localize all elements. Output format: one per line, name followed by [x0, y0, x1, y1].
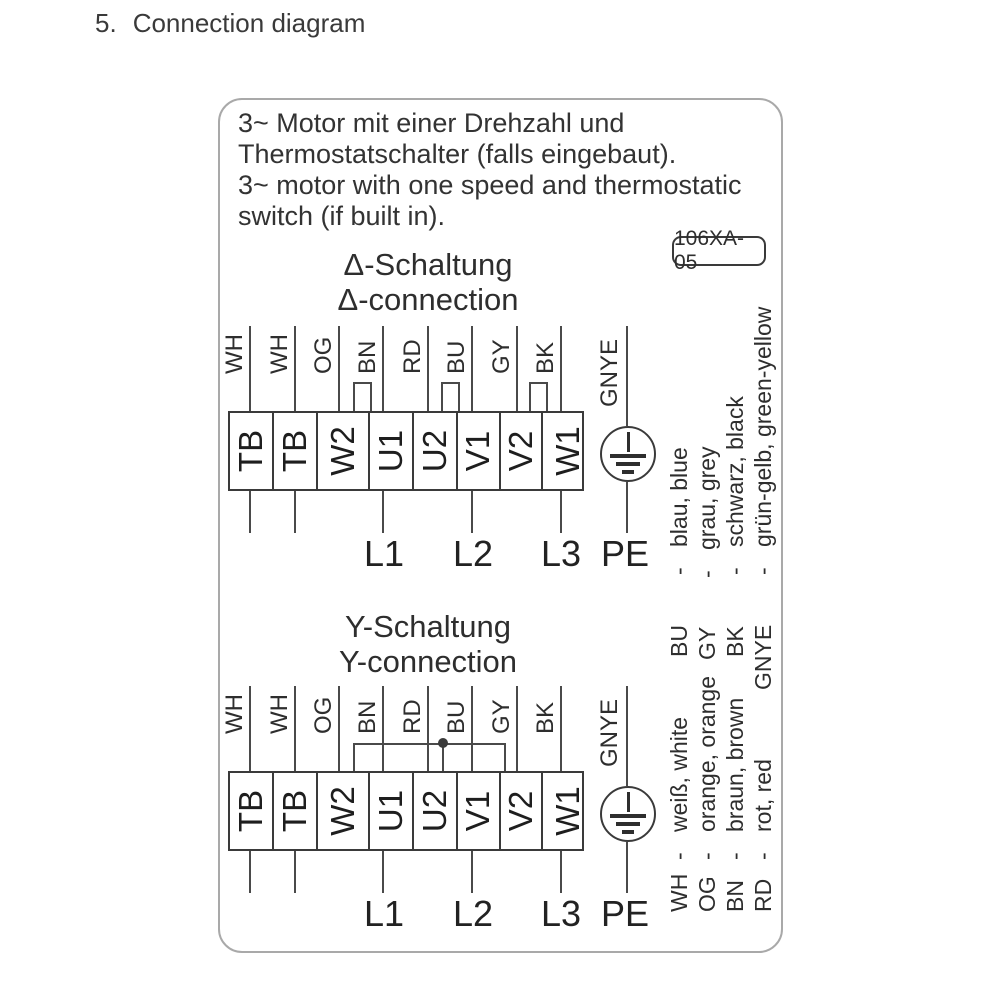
ground-wire-label: GNYE	[596, 338, 623, 407]
terminal-v1: V1	[458, 773, 500, 849]
legend-entry-bu: BU-blau, blue	[666, 447, 692, 657]
terminal-u2: U2	[414, 773, 458, 849]
wire-down-l2	[471, 491, 473, 533]
wire-pe	[626, 842, 628, 893]
legend-entry-gnye: GNYE-grün-gelb, green-yellow	[750, 306, 776, 690]
wire-label: WH	[221, 334, 248, 374]
bridge-jumper-w2-u1	[353, 382, 372, 411]
wire-down-l1	[382, 851, 384, 893]
wire-label: BN	[354, 700, 381, 734]
phase-label-l1: L1	[363, 893, 405, 934]
star-connection-diagram	[0, 686, 1000, 936]
phase-label-l2: L2	[452, 893, 494, 934]
bridge-jumper-v2-w1	[529, 382, 548, 411]
wire-label: WH	[266, 694, 293, 734]
wire-bn	[382, 326, 384, 411]
wire-bk	[560, 686, 562, 771]
earth-ground-icon	[600, 426, 656, 482]
wire-label: GY	[488, 339, 515, 374]
wire-down-l1	[382, 491, 384, 533]
terminal-w2: W2	[318, 773, 370, 849]
terminal-v2: V2	[501, 413, 543, 489]
terminal-u1: U1	[370, 413, 414, 489]
wire-label: RD	[399, 699, 426, 734]
bridge-jumper-u2-v1	[441, 382, 460, 411]
phase-label-pe: PE	[600, 533, 650, 574]
wire-down-tb-2	[294, 851, 296, 893]
wire-og	[338, 326, 340, 411]
star-bus-leg-v2	[504, 743, 506, 771]
wire-label: OG	[310, 696, 337, 734]
wire-label: BK	[532, 341, 559, 374]
phase-label-l3: L3	[540, 893, 582, 934]
terminal-u1: U1	[370, 773, 414, 849]
ground-wire-label: GNYE	[596, 698, 623, 767]
wire-wh-2	[294, 686, 296, 771]
delta-connection-diagram	[0, 326, 1000, 576]
wire-gnye	[626, 326, 628, 426]
legend-entry-wh: WH-weiß, white	[666, 716, 692, 912]
phase-label-pe: PE	[600, 893, 650, 934]
wire-down-l2	[471, 851, 473, 893]
page-title	[95, 8, 365, 39]
legend-entry-rd: RD-rot, red	[750, 759, 776, 912]
wire-label: RD	[399, 339, 426, 374]
star-point-bus	[353, 743, 506, 745]
wire-label: BK	[532, 701, 559, 734]
terminal-w1: W1	[548, 426, 586, 476]
terminal-block	[228, 411, 584, 491]
delta-heading-en: Δ-connection	[337, 282, 519, 317]
wire-label: BN	[354, 340, 381, 374]
star-bus-leg-w2	[353, 743, 355, 771]
intro-line-en-1: 3~ motor with one speed and thermostatic	[238, 170, 742, 200]
wire-label: OG	[310, 336, 337, 374]
wire-down-tb-2	[294, 491, 296, 533]
wire-label: WH	[221, 694, 248, 734]
page-title-number: 5.	[95, 8, 117, 38]
star-heading	[238, 609, 618, 679]
wire-down-l3	[560, 851, 562, 893]
phase-label-l2: L2	[452, 533, 494, 574]
wire-label: WH	[266, 334, 293, 374]
intro-line-de-2: Thermostatschalter (falls eingebaut).	[238, 139, 677, 169]
legend-entry-gy: GY-grau, grey	[694, 446, 720, 660]
terminal-tb-2: TB	[274, 773, 318, 849]
terminal-u2: U2	[414, 413, 458, 489]
terminal-v2: V2	[501, 773, 543, 849]
wire-down-tb-1	[249, 491, 251, 533]
wire-wh-2	[294, 326, 296, 411]
wire-pe	[626, 482, 628, 533]
terminal-tb-1: TB	[230, 413, 274, 489]
wire-label: BU	[443, 340, 470, 374]
star-heading-de: Y-Schaltung	[344, 609, 512, 644]
intro-line-de-1: 3~ Motor mit einer Drehzahl und	[238, 108, 625, 138]
terminal-v1: V1	[458, 413, 500, 489]
earth-ground-icon	[600, 786, 656, 842]
intro-text	[238, 108, 742, 232]
phase-label-l3: L3	[540, 533, 582, 574]
wire-label: BU	[443, 700, 470, 734]
wire-rd	[427, 326, 429, 411]
legend-entry-og: OG-orange, orange	[694, 675, 720, 912]
legend-entry-bn: BN-braun, brown	[722, 697, 748, 912]
phase-label-l1: L1	[363, 533, 405, 574]
star-junction-dot	[438, 738, 448, 748]
page-title-text: Connection diagram	[132, 8, 366, 38]
wire-gnye	[626, 686, 628, 786]
delta-heading	[238, 247, 618, 317]
legend-entry-bk: BK-schwarz, black	[722, 396, 748, 657]
wire-gy	[516, 326, 518, 411]
wire-wh-1	[249, 686, 251, 771]
terminal-block	[228, 771, 584, 851]
delta-heading-de: Δ-Schaltung	[343, 247, 513, 282]
wire-rd	[427, 686, 429, 771]
star-heading-en: Y-connection	[338, 644, 518, 679]
terminal-tb-1: TB	[230, 773, 274, 849]
wire-gy	[516, 686, 518, 771]
wire-down-tb-1	[249, 851, 251, 893]
wire-wh-1	[249, 326, 251, 411]
wire-down-l3	[560, 491, 562, 533]
intro-line-en-2: switch (if built in).	[238, 201, 446, 231]
wire-bu	[471, 686, 473, 771]
wire-bk	[560, 326, 562, 411]
wire-bu	[471, 326, 473, 411]
wire-og	[338, 686, 340, 771]
terminal-tb-2: TB	[274, 413, 318, 489]
wire-label: GY	[488, 699, 515, 734]
model-number-badge: 106XA-05	[672, 236, 766, 266]
terminal-w1: W1	[548, 786, 586, 836]
terminal-w2: W2	[318, 413, 370, 489]
wire-bn	[382, 686, 384, 771]
